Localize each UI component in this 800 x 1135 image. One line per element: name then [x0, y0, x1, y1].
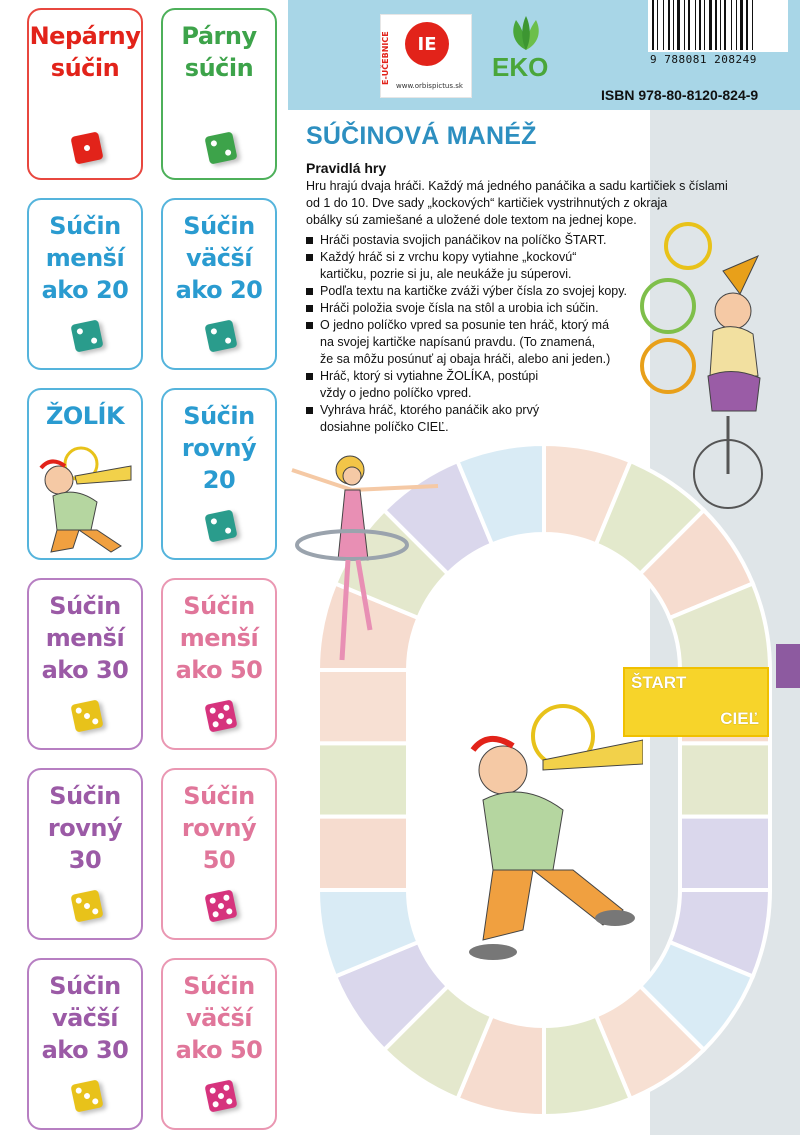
barcode-bar — [663, 0, 664, 50]
die-icon — [204, 319, 237, 352]
barcode-bar — [684, 0, 685, 50]
rules-intro: Hru hrajú dvaja hráči. Každý má jedného panáčika a sadu kartičiek s číslami od 1 do 10. Dve sady „kockových“ kartičiek vystrihnutých z okraja obálky sú zamiešané a uložené dole textom na jednej kope. — [306, 179, 728, 227]
barcode-bar — [673, 0, 674, 50]
barcode-bar — [695, 0, 696, 50]
die-pip — [212, 911, 219, 918]
page-title: SÚČINOVÁ MANÉŽ — [306, 122, 537, 150]
die-pip — [223, 894, 230, 901]
die-pip — [226, 718, 233, 725]
rule-item: O jedno políčko vpred sa posunie ten hráč, ktorý má na svojej kartičke napísanú pravdu. (To znamená, že sa môžu posúnuť aj obaja hráči, alebo ani jeden.) — [306, 317, 666, 368]
hula-hoop-dancer-illustration — [290, 450, 450, 670]
die-pip — [226, 908, 233, 915]
card-text: ŽOLÍK — [45, 402, 125, 430]
start-label: ŠTART — [631, 673, 687, 692]
card-text: Súčin menší ako 20 — [41, 212, 129, 304]
barcode-bar — [704, 0, 705, 50]
board-cell — [318, 743, 408, 816]
barcode-bar — [657, 0, 658, 50]
board-cell — [318, 670, 408, 743]
die-icon — [204, 1079, 237, 1112]
product-card[interactable] — [161, 958, 277, 1130]
die-pip — [210, 328, 217, 335]
barcode-bar — [699, 0, 701, 50]
die-icon — [70, 131, 103, 164]
book-page — [288, 0, 800, 1135]
die-pip — [92, 718, 99, 725]
rules-heading: Pravidlá hry — [306, 160, 387, 176]
barcode-bar — [668, 0, 670, 50]
barcode-bar — [652, 0, 654, 50]
barcode — [648, 0, 788, 52]
die-pip — [225, 149, 232, 156]
card-text: Súčin rovný 50 — [181, 782, 257, 874]
die-pip — [83, 712, 90, 719]
rule-item: Hráči položia svoje čísla na stôl a urobia ich súčin. — [306, 300, 666, 317]
die-pip — [217, 1092, 224, 1099]
die-icon — [204, 699, 237, 732]
eko-leaf-icon — [506, 14, 546, 52]
die-icon — [70, 699, 103, 732]
die-pip — [83, 902, 90, 909]
barcode-bar — [677, 0, 680, 50]
rule-item: Hráč, ktorý si vytiahne ŽOLÍKA, postúpi vždy o jedno políčko vpred. — [306, 368, 666, 402]
e-ucebnice-label: E-UČEBNICE — [381, 31, 390, 85]
card-text: Nepárny súčin — [29, 22, 141, 82]
die-pip — [225, 527, 232, 534]
die-pip — [209, 707, 216, 714]
finish-label: CIEĽ — [720, 709, 759, 728]
barcode-bar — [740, 0, 743, 50]
product-card[interactable] — [161, 578, 277, 750]
die-pip — [76, 328, 83, 335]
card-text: Súčin menší ako 30 — [41, 592, 129, 684]
die-pip — [75, 707, 82, 714]
die-pip — [209, 897, 216, 904]
product-card[interactable] — [27, 198, 143, 370]
barcode-bar — [736, 0, 737, 50]
die-pip — [83, 144, 90, 151]
die-pip — [217, 712, 224, 719]
juggler-on-unicycle-illustration — [628, 216, 778, 516]
die-pip — [91, 337, 98, 344]
board-cell — [680, 817, 770, 890]
die-pip — [75, 1087, 82, 1094]
product-card[interactable] — [161, 768, 277, 940]
publisher-website: www.orbispictus.sk — [396, 82, 463, 90]
product-card[interactable] — [27, 388, 143, 560]
rule-item: Hráči postavia svojich panáčikov na políčko ŠTART. — [306, 232, 666, 249]
barcode-bar — [731, 0, 732, 50]
barcode-bar — [724, 0, 726, 50]
product-card[interactable] — [27, 578, 143, 750]
die-pip — [209, 1087, 216, 1094]
die-pip — [92, 908, 99, 915]
die-icon — [204, 131, 237, 164]
die-pip — [223, 704, 230, 711]
product-card[interactable] — [27, 958, 143, 1130]
die-pip — [217, 902, 224, 909]
rule-item: Každý hráč si z vrchu kopy vytiahne „kockovú“ kartičku, pozrie si ju, ale neukáže ju súperovi. — [306, 249, 666, 283]
card-text: Súčin väčší ako 50 — [175, 972, 263, 1064]
start-finish-cell[interactable] — [623, 667, 769, 737]
die-icon — [70, 1079, 103, 1112]
barcode-bar — [688, 0, 690, 50]
die-pip — [210, 518, 217, 525]
die-pip — [226, 1098, 233, 1105]
product-card[interactable] — [27, 768, 143, 940]
card-sheet — [0, 0, 288, 1135]
die-pip — [225, 337, 232, 344]
card-text: Súčin väčší ako 30 — [41, 972, 129, 1064]
product-card[interactable] — [27, 8, 143, 180]
clown-icon — [35, 436, 135, 554]
product-card[interactable] — [161, 8, 277, 180]
barcode-digits: 9 788081 208249 — [650, 53, 757, 66]
die-icon — [204, 889, 237, 922]
die-pip — [92, 1098, 99, 1105]
product-card[interactable] — [161, 198, 277, 370]
barcode-bar — [720, 0, 721, 50]
eko-label: EKO — [492, 52, 549, 82]
card-text: Súčin väčší ako 20 — [175, 212, 263, 304]
card-text: Súčin menší ako 50 — [175, 592, 263, 684]
rules-list — [306, 232, 666, 436]
die-pip — [212, 1101, 219, 1108]
barcode-bar — [709, 0, 712, 50]
die-pip — [75, 897, 82, 904]
die-pip — [210, 140, 217, 147]
die-pip — [83, 1092, 90, 1099]
card-text: Súčin rovný 30 — [47, 782, 123, 874]
die-pip — [223, 1084, 230, 1091]
ie-badge-icon: IE — [405, 22, 449, 66]
board-cell — [318, 817, 408, 890]
board-cell — [680, 743, 770, 816]
isbn-number: ISBN 978-80-8120-824-9 — [601, 87, 759, 103]
die-icon — [70, 319, 103, 352]
barcode-bar — [746, 0, 748, 50]
barcode-bar — [715, 0, 717, 50]
die-icon — [204, 509, 237, 542]
barcode-bar — [752, 0, 753, 50]
die-pip — [212, 721, 219, 728]
clown-trumpet-illustration — [443, 700, 643, 970]
rule-item: Vyhráva hráč, ktorého panáčik ako prvý dosiahne políčko CIEĽ. — [306, 402, 666, 436]
card-text: Párny súčin — [181, 22, 257, 82]
die-icon — [70, 889, 103, 922]
rule-item: Podľa textu na kartičke zváži výber čísla zo svojej kopy. — [306, 283, 666, 300]
card-text: Súčin rovný 20 — [181, 402, 257, 494]
product-card[interactable] — [161, 388, 277, 560]
